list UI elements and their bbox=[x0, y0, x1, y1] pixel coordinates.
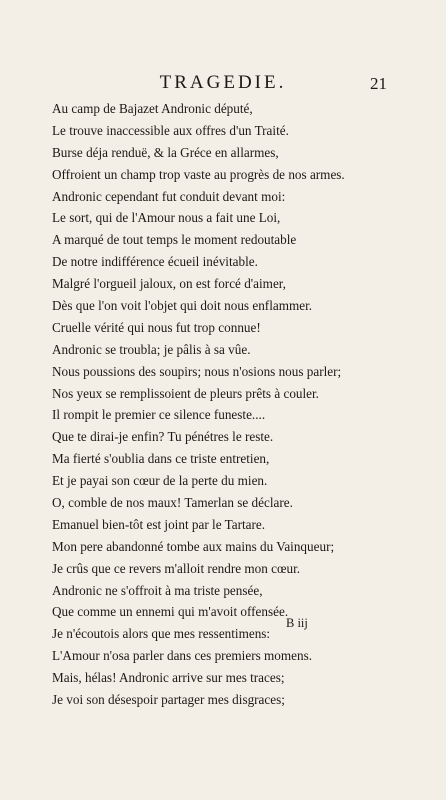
verse-line: Malgré l'orgueil jaloux, on est forcé d'aimer, bbox=[52, 276, 286, 292]
verse-line: Le trouve inaccessible aux offres d'un Traité. bbox=[52, 122, 289, 138]
verse-line: L'Amour n'osa parler dans ces premiers momens. bbox=[52, 648, 313, 664]
verse-line: Cruelle vérité qui nous fut trop connue! bbox=[52, 319, 261, 335]
verse-line: De notre indifférence écueil inévitable. bbox=[52, 254, 258, 270]
verse-line: Dès que l'on voit l'objet qui doit nous enflammer. bbox=[52, 298, 313, 314]
verse-line: A marqué de tout temps le moment redoutable bbox=[52, 232, 297, 248]
verse-line: O, comble de nos maux! Tamerlan se déclare. bbox=[52, 495, 293, 511]
verse-block bbox=[52, 98, 432, 711]
verse-line: Mais, hélas! Andronic arrive sur mes traces; bbox=[52, 670, 285, 686]
verse-line: Mon pere abandonné tombe aux mains du Vainqueur; bbox=[52, 538, 335, 554]
verse-line: Nos yeux se remplissoient de pleurs prêts à couler. bbox=[52, 385, 319, 401]
verse-line: Offroient un champ trop vaste au progrès de nos armes. bbox=[52, 166, 345, 182]
verse-line: Burse déja renduë, & la Gréce en allarmes, bbox=[52, 144, 279, 160]
running-title: TRAGEDIE. bbox=[159, 72, 287, 93]
verse-line: Andronic cependant fut conduit devant moi: bbox=[52, 188, 286, 204]
verse-line: Que te dirai-je enfin? Tu pénétres le reste. bbox=[52, 429, 274, 445]
signature-mark: B iij bbox=[286, 616, 308, 630]
verse-line: Je voi son désespoir partager mes disgraces; bbox=[52, 692, 285, 708]
verse-line: Au camp de Bajazet Andronic député, bbox=[52, 101, 253, 116]
verse-line: Je crûs que ce revers m'alloit rendre mon cœur. bbox=[52, 560, 301, 576]
verse-line: Le sort, qui de l'Amour nous a fait une Loi, bbox=[52, 210, 281, 226]
page-number: 21 bbox=[370, 74, 387, 93]
verse-line: Andronic se troubla; je pâlis à sa vûe. bbox=[52, 341, 251, 357]
verse-line: Andronic ne s'offroit à ma triste pensée, bbox=[52, 582, 263, 598]
verse-line: Il rompit le premier ce silence funeste.... bbox=[52, 407, 266, 423]
verse-line: Ma fierté s'oublia dans ce triste entretien, bbox=[52, 451, 270, 467]
verse-line: Emanuel bien-tôt est joint par le Tartare. bbox=[52, 516, 266, 532]
verse-line: Je n'écoutois alors que mes ressentimens: bbox=[52, 626, 271, 642]
verse-line: Nous poussions des soupirs; nous n'osions nous parler; bbox=[52, 363, 342, 379]
verse-line: Et je payai son cœur de la perte du mien. bbox=[52, 473, 268, 489]
verse-line: Que comme un ennemi qui m'avoit offensée. bbox=[52, 604, 289, 620]
